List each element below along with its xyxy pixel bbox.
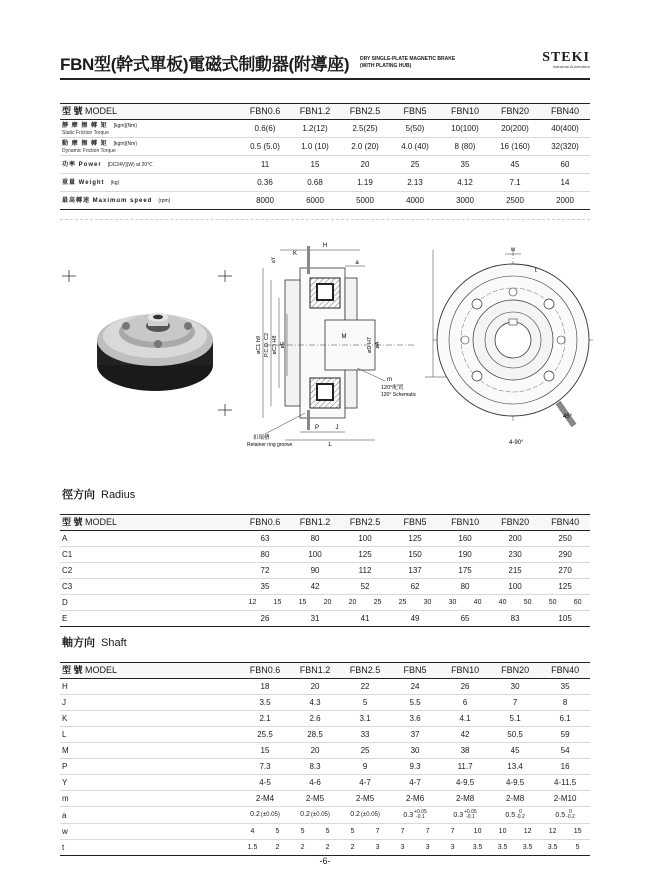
radius-model-4: FBN10 bbox=[440, 515, 490, 531]
shaft-cell: 8 bbox=[540, 695, 590, 711]
front-view-drawing bbox=[425, 242, 600, 447]
spec-cell: 0.68 bbox=[290, 174, 340, 192]
radius-row-label: C1 bbox=[60, 547, 240, 563]
radius-cell: 112 bbox=[340, 563, 390, 579]
spec-cell: 2500 bbox=[490, 192, 540, 210]
radius-cell: 100 bbox=[340, 531, 390, 547]
note-groove-zh: 扣環槽 bbox=[253, 435, 270, 441]
shaft-cell: 3.5 bbox=[240, 695, 290, 711]
label-H: H bbox=[322, 243, 328, 249]
shaft-cell: 5 bbox=[315, 824, 340, 840]
page-title: FBN型(幹式單板)電磁式制動器(附導座) bbox=[60, 55, 350, 74]
shaft-cell: 3.6 bbox=[390, 711, 440, 727]
shaft-cell: 28.5 bbox=[290, 727, 340, 743]
shaft-row-label: m bbox=[60, 791, 240, 807]
shaft-cell: 5 bbox=[340, 695, 390, 711]
shaft-cell: 2.1 bbox=[240, 711, 290, 727]
radius-table bbox=[60, 514, 590, 627]
shaft-cell: 3 bbox=[390, 840, 415, 856]
radius-row-label: A bbox=[60, 531, 240, 547]
shaft-cell: 4-7 bbox=[340, 775, 390, 791]
shaft-cell: 3.5 bbox=[465, 840, 490, 856]
shaft-cell: 5 bbox=[265, 824, 290, 840]
subtitle-line-1: DRY SINGLE-PLATE MAGNETIC BRAKE bbox=[360, 56, 456, 62]
label-C1: øC1 h9 bbox=[256, 335, 262, 355]
label-4-90deg: 4-90° bbox=[509, 440, 524, 446]
shaft-row-label: L bbox=[60, 727, 240, 743]
label-A: øA bbox=[375, 341, 381, 349]
radius-row-label: C2 bbox=[60, 563, 240, 579]
label-K: K bbox=[292, 251, 298, 257]
spec-row-label: 最高轉速 Maximum speed (rpm) bbox=[60, 192, 240, 210]
shaft-cell: 38 bbox=[440, 743, 490, 759]
radius-cell: 83 bbox=[490, 611, 540, 627]
radius-row bbox=[60, 579, 590, 595]
shaft-cell-a: 0.3 +0.05 -0.1 bbox=[390, 807, 440, 824]
shaft-cell: 2-M5 bbox=[340, 791, 390, 807]
radius-cell: 65 bbox=[440, 611, 490, 627]
shaft-cell: 4-9.5 bbox=[490, 775, 540, 791]
spec-row-label: 重量 Weight (kg) bbox=[60, 174, 240, 192]
shaft-cell: 2 bbox=[340, 840, 365, 856]
radius-cell: 100 bbox=[290, 547, 340, 563]
spec-cell: 40(400) bbox=[540, 120, 590, 138]
spec-model-1: FBN1.2 bbox=[290, 104, 340, 120]
shaft-cell: 2-M10 bbox=[540, 791, 590, 807]
shaft-row-label: Y bbox=[60, 775, 240, 791]
shaft-row bbox=[60, 840, 590, 856]
shaft-cell-a: 0.2(±0.05) bbox=[340, 807, 390, 824]
radius-cell: 150 bbox=[390, 547, 440, 563]
shaft-cell: 4-6 bbox=[290, 775, 340, 791]
radius-cell: 20 bbox=[340, 595, 365, 611]
radius-row-label: C3 bbox=[60, 579, 240, 595]
shaft-row-label: a bbox=[60, 807, 240, 824]
shaft-row bbox=[60, 775, 590, 791]
shaft-cell: 5 bbox=[290, 824, 315, 840]
shaft-cell: 6.1 bbox=[540, 711, 590, 727]
spec-row-label: 靜 摩 擦 轉 矩 [kgm](Nm) Static Friction Torque bbox=[60, 120, 240, 138]
shaft-cell: 5.1 bbox=[490, 711, 540, 727]
shaft-cell-a: 0.3 +0.05 -0.1 bbox=[440, 807, 490, 824]
shaft-cell: 30 bbox=[390, 743, 440, 759]
radius-cell: 100 bbox=[490, 579, 540, 595]
label-J: J bbox=[335, 425, 339, 431]
shaft-cell: 10 bbox=[490, 824, 515, 840]
radius-model-5: FBN20 bbox=[490, 515, 540, 531]
radius-cell: 250 bbox=[540, 531, 590, 547]
radius-cell: 30 bbox=[415, 595, 440, 611]
note-groove-en: Retainer ring groove bbox=[247, 442, 293, 448]
brake-product-photo bbox=[60, 270, 240, 420]
spec-row-label: 功率 Power [DC24V](W) at 20℃ bbox=[60, 156, 240, 174]
radius-cell: 40 bbox=[465, 595, 490, 611]
spec-cell: 1.2(12) bbox=[290, 120, 340, 138]
radius-cell: 80 bbox=[440, 579, 490, 595]
radius-cell: 230 bbox=[490, 547, 540, 563]
shaft-cell: 5 bbox=[340, 824, 365, 840]
shaft-cell: 2 bbox=[315, 840, 340, 856]
shaft-cell: 9 bbox=[340, 759, 390, 775]
shaft-cell: 4-9.5 bbox=[440, 775, 490, 791]
spec-row bbox=[60, 174, 590, 192]
shaft-cell-a: 0.2(±0.05) bbox=[240, 807, 290, 824]
subtitle-line-2: (WITH PLATING HUB) bbox=[360, 63, 412, 69]
radius-cell: 25 bbox=[390, 595, 415, 611]
label-P: P bbox=[314, 425, 320, 431]
shaft-cell: 2-M5 bbox=[290, 791, 340, 807]
shaft-row-label: M bbox=[60, 743, 240, 759]
spec-model-2: FBN2.5 bbox=[340, 104, 390, 120]
shaft-row bbox=[60, 711, 590, 727]
shaft-cell: 3 bbox=[440, 840, 465, 856]
spec-cell: 2.13 bbox=[390, 174, 440, 192]
radius-model-1: FBN1.2 bbox=[290, 515, 340, 531]
shaft-cell: 15 bbox=[240, 743, 290, 759]
shaft-cell: 3.5 bbox=[515, 840, 540, 856]
radius-row-label: E bbox=[60, 611, 240, 627]
spec-cell: 4000 bbox=[390, 192, 440, 210]
shaft-cell: 2.6 bbox=[290, 711, 340, 727]
shaft-cell: 11.7 bbox=[440, 759, 490, 775]
shaft-cell: 3 bbox=[365, 840, 390, 856]
radius-cell: 60 bbox=[565, 595, 590, 611]
spec-cell: 32(320) bbox=[540, 138, 590, 156]
spec-table-header bbox=[60, 104, 590, 120]
shaft-row-label: J bbox=[60, 695, 240, 711]
shaft-cell: 4.1 bbox=[440, 711, 490, 727]
spec-cell: 45 bbox=[490, 156, 540, 174]
spec-cell: 14 bbox=[540, 174, 590, 192]
radius-cell: 160 bbox=[440, 531, 490, 547]
radius-table-header bbox=[60, 515, 590, 531]
shaft-cell: 54 bbox=[540, 743, 590, 759]
spec-cell: 4.12 bbox=[440, 174, 490, 192]
radius-cell: 20 bbox=[315, 595, 340, 611]
shaft-cell: 5.5 bbox=[390, 695, 440, 711]
shaft-cell: 42 bbox=[440, 727, 490, 743]
spec-cell: 0.36 bbox=[240, 174, 290, 192]
shaft-cell: 9.3 bbox=[390, 759, 440, 775]
side-section-drawing bbox=[245, 238, 430, 453]
shaft-cell: 4-5 bbox=[240, 775, 290, 791]
shaft-row-label: H bbox=[60, 679, 240, 695]
spec-model-6: FBN40 bbox=[540, 104, 590, 120]
note-120-en: 120° Schematic bbox=[381, 392, 417, 398]
shaft-cell: 1.5 bbox=[240, 840, 265, 856]
spec-cell: 15 bbox=[290, 156, 340, 174]
shaft-cell: 3.5 bbox=[490, 840, 515, 856]
spec-row bbox=[60, 192, 590, 210]
radius-cell: 270 bbox=[540, 563, 590, 579]
shaft-cell: 4 bbox=[240, 824, 265, 840]
shaft-cell-a: 0.5 0 -0.2 bbox=[540, 807, 590, 824]
shaft-cell: 2 bbox=[290, 840, 315, 856]
shaft-cell-a: 0.5 0 -0.2 bbox=[490, 807, 540, 824]
spec-cell: 0.5 (5.0) bbox=[240, 138, 290, 156]
label-45deg: 45° bbox=[563, 414, 573, 420]
shaft-cell: 7 bbox=[440, 824, 465, 840]
shaft-model-label: 型 號 MODEL bbox=[60, 663, 240, 679]
shaft-model-0: FBN0.6 bbox=[240, 663, 290, 679]
shaft-cell: 20 bbox=[290, 743, 340, 759]
shaft-cell: 22 bbox=[340, 679, 390, 695]
radius-cell: 49 bbox=[390, 611, 440, 627]
shaft-cell: 5 bbox=[565, 840, 590, 856]
label-m: m bbox=[387, 377, 392, 383]
spec-row bbox=[60, 120, 590, 138]
radius-model-0: FBN0.6 bbox=[240, 515, 290, 531]
radius-model-6: FBN40 bbox=[540, 515, 590, 531]
radius-cell: 50 bbox=[540, 595, 565, 611]
section-divider bbox=[60, 219, 590, 220]
radius-cell: 41 bbox=[340, 611, 390, 627]
shaft-cell: 45 bbox=[490, 743, 540, 759]
shaft-row bbox=[60, 824, 590, 840]
spec-cell: 8 (80) bbox=[440, 138, 490, 156]
brand-tagline: Industrial Automation bbox=[552, 64, 590, 69]
radius-cell: 35 bbox=[240, 579, 290, 595]
shaft-cell: 7.3 bbox=[240, 759, 290, 775]
shaft-row-label: K bbox=[60, 711, 240, 727]
page-number: -6- bbox=[319, 856, 331, 866]
shaft-cell: 7 bbox=[490, 695, 540, 711]
spec-cell: 8000 bbox=[240, 192, 290, 210]
label-D: øD H7 bbox=[367, 337, 373, 353]
shaft-cell: 3 bbox=[415, 840, 440, 856]
spec-cell: 6000 bbox=[290, 192, 340, 210]
radius-row bbox=[60, 531, 590, 547]
radius-cell: 52 bbox=[340, 579, 390, 595]
shaft-row bbox=[60, 727, 590, 743]
radius-cell: 63 bbox=[240, 531, 290, 547]
brand-name: STEKI bbox=[542, 50, 590, 65]
shaft-cell: 4.3 bbox=[290, 695, 340, 711]
radius-cell: 15 bbox=[290, 595, 315, 611]
spec-model-4: FBN10 bbox=[440, 104, 490, 120]
spec-cell: 5(50) bbox=[390, 120, 440, 138]
shaft-model-3: FBN5 bbox=[390, 663, 440, 679]
spec-cell: 2.5(25) bbox=[340, 120, 390, 138]
label-w: w bbox=[510, 247, 516, 253]
shaft-cell: 20 bbox=[290, 679, 340, 695]
page-header bbox=[60, 48, 590, 80]
shaft-table bbox=[60, 662, 590, 856]
label-L: L bbox=[328, 442, 332, 448]
radius-cell: 30 bbox=[440, 595, 465, 611]
label-E: øE bbox=[280, 341, 286, 349]
radius-cell: 50 bbox=[515, 595, 540, 611]
label-PCD: P.C.D. C2 bbox=[264, 332, 270, 358]
shaft-table-header bbox=[60, 663, 590, 679]
spec-model-label: 型 號 MODEL bbox=[60, 104, 240, 120]
spec-row bbox=[60, 138, 590, 156]
shaft-cell: 7 bbox=[365, 824, 390, 840]
shaft-cell: 59 bbox=[540, 727, 590, 743]
radius-cell: 125 bbox=[540, 579, 590, 595]
shaft-cell: 35 bbox=[540, 679, 590, 695]
shaft-cell: 37 bbox=[390, 727, 440, 743]
spec-cell: 16 (160) bbox=[490, 138, 540, 156]
label-a: a bbox=[355, 260, 359, 266]
shaft-section-title: 軸方向 Shaft bbox=[62, 637, 127, 649]
shaft-cell: 4-7 bbox=[390, 775, 440, 791]
brand-logo bbox=[542, 50, 590, 69]
radius-cell: 137 bbox=[390, 563, 440, 579]
shaft-cell: 3.1 bbox=[340, 711, 390, 727]
radius-cell: 90 bbox=[290, 563, 340, 579]
shaft-cell: 7 bbox=[415, 824, 440, 840]
shaft-cell-a: 0.2(±0.05) bbox=[290, 807, 340, 824]
spec-cell: 4.0 (40) bbox=[390, 138, 440, 156]
radius-cell: 105 bbox=[540, 611, 590, 627]
shaft-cell: 26 bbox=[440, 679, 490, 695]
shaft-cell: 15 bbox=[565, 824, 590, 840]
spec-cell: 7.1 bbox=[490, 174, 540, 192]
spec-cell: 0.6(6) bbox=[240, 120, 290, 138]
radius-row bbox=[60, 595, 590, 611]
shaft-cell: 12 bbox=[515, 824, 540, 840]
shaft-cell: 2-M8 bbox=[440, 791, 490, 807]
shaft-cell: 18 bbox=[240, 679, 290, 695]
shaft-model-2: FBN2.5 bbox=[340, 663, 390, 679]
spec-cell: 25 bbox=[390, 156, 440, 174]
shaft-cell: 8.3 bbox=[290, 759, 340, 775]
label-t: t bbox=[535, 268, 537, 274]
shaft-row-label: w bbox=[60, 824, 240, 840]
spec-cell: 35 bbox=[440, 156, 490, 174]
shaft-cell: 24 bbox=[390, 679, 440, 695]
spec-cell: 11 bbox=[240, 156, 290, 174]
radius-cell: 40 bbox=[490, 595, 515, 611]
radius-cell: 175 bbox=[440, 563, 490, 579]
radius-cell: 215 bbox=[490, 563, 540, 579]
radius-cell: 290 bbox=[540, 547, 590, 563]
radius-cell: 15 bbox=[265, 595, 290, 611]
spec-cell: 10(100) bbox=[440, 120, 490, 138]
radius-cell: 72 bbox=[240, 563, 290, 579]
spec-cell: 3000 bbox=[440, 192, 490, 210]
shaft-cell: 16 bbox=[540, 759, 590, 775]
spec-cell: 5000 bbox=[340, 192, 390, 210]
shaft-cell: 2 bbox=[265, 840, 290, 856]
shaft-row bbox=[60, 743, 590, 759]
radius-cell: 25 bbox=[365, 595, 390, 611]
spec-model-5: FBN20 bbox=[490, 104, 540, 120]
shaft-cell: 4-11.5 bbox=[540, 775, 590, 791]
spec-row bbox=[60, 156, 590, 174]
shaft-row-label: t bbox=[60, 840, 240, 856]
shaft-cell: 3.5 bbox=[540, 840, 565, 856]
radius-cell: 12 bbox=[240, 595, 265, 611]
label-M: M bbox=[341, 334, 347, 340]
radius-cell: 125 bbox=[390, 531, 440, 547]
spec-model-3: FBN5 bbox=[390, 104, 440, 120]
shaft-row bbox=[60, 759, 590, 775]
shaft-row-label: P bbox=[60, 759, 240, 775]
spec-cell: 1.0 (10) bbox=[290, 138, 340, 156]
shaft-cell: 13.4 bbox=[490, 759, 540, 775]
spec-cell: 20(200) bbox=[490, 120, 540, 138]
spec-cell: 2.0 (20) bbox=[340, 138, 390, 156]
spec-cell: 20 bbox=[340, 156, 390, 174]
radius-cell: 62 bbox=[390, 579, 440, 595]
shaft-cell: 50.5 bbox=[490, 727, 540, 743]
spec-cell: 1.19 bbox=[340, 174, 390, 192]
radius-row bbox=[60, 547, 590, 563]
shaft-cell: 2-M8 bbox=[490, 791, 540, 807]
radius-model-2: FBN2.5 bbox=[340, 515, 390, 531]
radius-model-3: FBN5 bbox=[390, 515, 440, 531]
shaft-cell: 10 bbox=[465, 824, 490, 840]
shaft-row bbox=[60, 679, 590, 695]
radius-cell: 31 bbox=[290, 611, 340, 627]
radius-cell: 125 bbox=[340, 547, 390, 563]
label-aY: aY bbox=[271, 256, 277, 264]
radius-cell: 42 bbox=[290, 579, 340, 595]
spec-cell: 2000 bbox=[540, 192, 590, 210]
page-subtitle bbox=[360, 56, 470, 70]
shaft-cell: 7 bbox=[390, 824, 415, 840]
shaft-model-4: FBN10 bbox=[440, 663, 490, 679]
spec-table bbox=[60, 103, 590, 210]
radius-cell: 200 bbox=[490, 531, 540, 547]
shaft-model-6: FBN40 bbox=[540, 663, 590, 679]
shaft-cell: 2-M6 bbox=[390, 791, 440, 807]
shaft-cell: 6 bbox=[440, 695, 490, 711]
spec-model-0: FBN0.6 bbox=[240, 104, 290, 120]
shaft-cell: 25.5 bbox=[240, 727, 290, 743]
shaft-cell: 30 bbox=[490, 679, 540, 695]
shaft-model-5: FBN20 bbox=[490, 663, 540, 679]
radius-row-label: D bbox=[60, 595, 240, 611]
spec-row-label: 動 摩 擦 轉 矩 [kgm](Nm) Dynamic Friction Torque bbox=[60, 138, 240, 156]
radius-model-label: 型 號 MODEL bbox=[60, 515, 240, 531]
shaft-row-a bbox=[60, 807, 590, 824]
label-C3: øC3 H8 bbox=[272, 335, 278, 355]
radius-row bbox=[60, 563, 590, 579]
shaft-model-1: FBN1.2 bbox=[290, 663, 340, 679]
shaft-row bbox=[60, 695, 590, 711]
radius-cell: 80 bbox=[240, 547, 290, 563]
shaft-cell: 12 bbox=[540, 824, 565, 840]
radius-cell: 80 bbox=[290, 531, 340, 547]
radius-row bbox=[60, 611, 590, 627]
shaft-row bbox=[60, 791, 590, 807]
shaft-cell: 33 bbox=[340, 727, 390, 743]
shaft-cell: 2-M4 bbox=[240, 791, 290, 807]
radius-cell: 190 bbox=[440, 547, 490, 563]
radius-cell: 26 bbox=[240, 611, 290, 627]
note-120-zh: 120°配置 bbox=[381, 385, 404, 391]
radius-section-title: 徑方向 Radius bbox=[62, 489, 136, 501]
shaft-cell: 25 bbox=[340, 743, 390, 759]
spec-cell: 60 bbox=[540, 156, 590, 174]
